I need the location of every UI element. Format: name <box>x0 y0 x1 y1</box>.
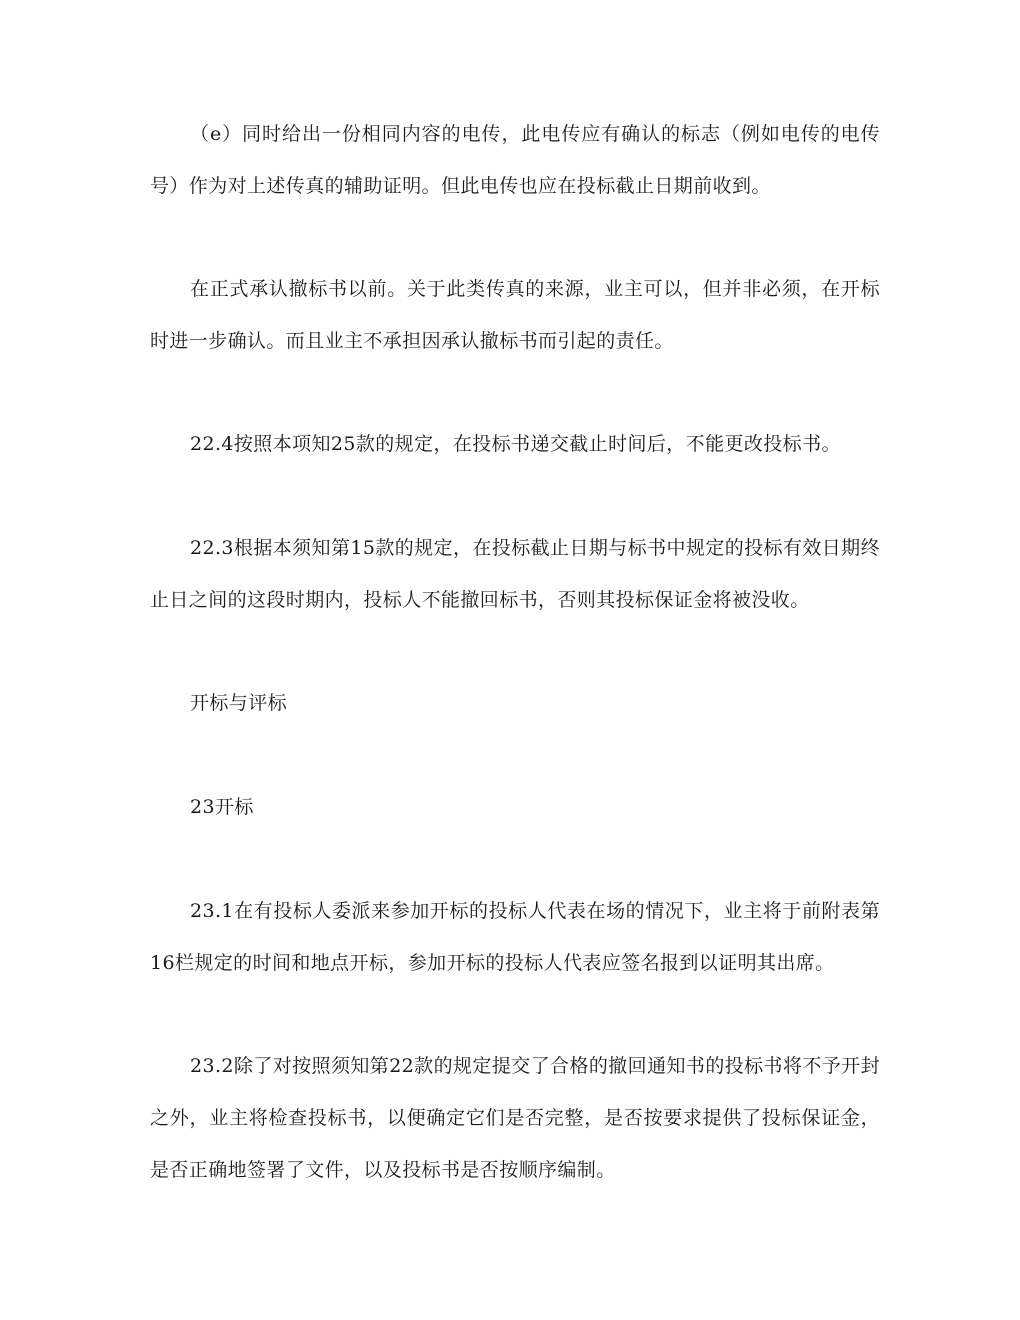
section-heading-23-opening: 23开标 <box>190 796 254 818</box>
paragraph-23-1: 23.1在有投标人委派来参加开标的投标人代表在场的情况下，业主将于前附表第16栏规定的时间和地点开标，参加开标的投标人代表应签名报到以证明其出席。 <box>150 900 880 974</box>
paragraph-23-2: 23.2除了对按照须知第22款的规定提交了合格的撤回通知书的投标书将不予开封之外，业主将检查投标书，以便确定它们是否完整，是否按要求提供了投标保证金，是否正确地签署了文件，以及投标书是否按顺序编制。 <box>150 1055 880 1181</box>
paragraph-withdrawal-recognition: 在正式承认撤标书以前。关于此类传真的来源，业主可以，但并非必须，在开标时进一步确认。而且业主不承担因承认撤标书而引起的责任。 <box>150 278 880 352</box>
paragraph-22-3: 22.3根据本须知第15款的规定，在投标截止日期与标书中规定的投标有效日期终止日之间的这段时期内，投标人不能撤回标书，否则其投标保证金将被没收。 <box>150 537 880 611</box>
paragraph-telex-confirmation: （e）同时给出一份相同内容的电传，此电传应有确认的标志（例如电传的电传号）作为对上述传真的辅助证明。但此电传也应在投标截止日期前收到。 <box>150 123 880 197</box>
paragraph-22-4: 22.4按照本项知25款的规定，在投标书递交截止时间后，不能更改投标书。 <box>190 433 841 455</box>
section-heading-opening-evaluation: 开标与评标 <box>190 692 288 714</box>
